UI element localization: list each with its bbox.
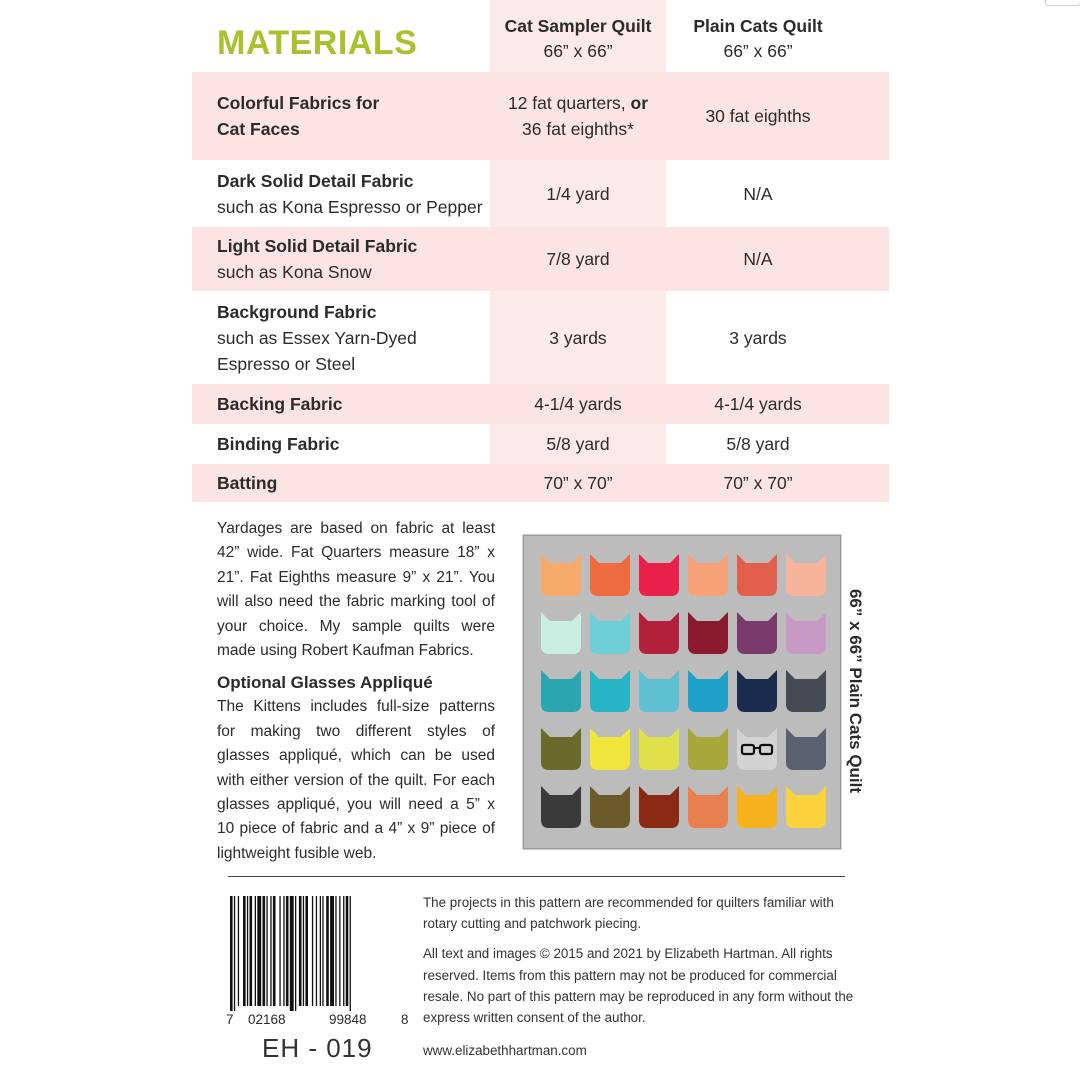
row-value-plain: 30 fat eighths [705,106,811,126]
row-value-sampler: 70” x 70” [543,473,613,493]
row-sublabel: such as Essex Yarn-Dyed [217,327,417,348]
row-value-plain: N/A [743,183,773,204]
sku-code: EH - 019 [262,1033,373,1063]
quilt-cats-grid [524,536,840,848]
row-label: Backing Fabric [217,394,343,414]
barcode-bar [283,896,284,1006]
cat-face [639,612,679,654]
table-row [192,424,889,464]
yardage-note: Yardages are based on fabric at least 42” wide. Fat Quarters measure 18” x 21”. Fat Eighths measure 9” x 21”. You will also need the fabric marking tool of your choice. My sample quilts were made using Robert Kaufman Fabrics. [217,520,495,660]
row-value-sampler: 4-1/4 yards [534,394,622,414]
cat-face [541,554,581,596]
pattern-back-cover: MATERIALS Cat Sampler Quilt 66” x 66” Plain Cats Quilt 66” x 66” Colorful Fabrics for Cat Faces 12 fat quarters, or 36 fat eighths* 30 fat eighths Dark Solid Detail Fabric such as Kona Espresso or Pepper 1/4 yard N/A Light Solid Detail Fabric such as Kona Snow 7/8 yard N/A Background Fabric such as Essex Yarn-Dyed Espresso or Steel 3 yards 3 yards Backing Fabric 4-1/4 yards 4-1/4 yards Binding Fabric 5/8 yard 5/8 yard Batting 70” x 70” 70” x 70” Yardages are based on fabric at least 42” wide. Fat Quarters measure 18” x 21”. Fat Eighths measure 9” x 21”. You will also need the fabric marking tool of your choice. My sample quilts were made using Robert Kaufman Fabrics. Optional Glasses Appliqué The Kittens includes full-size patterns for making two different styles of glasses appliqué, which can be used with either version of the quilt. For each glasses appliqué, you will need a 5” x 10 piece of fabric and a 4” x 9” piece of lightweight fusible web. 66” x 66” Plain Cats Quilt 7 02168 99848 8 EH - 019 The projects in this pattern are recommended for quilters familiar with rotary cutting and patchwork piecing. All text and images © 2015 and 2021 by Elizabeth Hartman. All rights reserved. Items from this pattern may not be produced for commercial resale. No part of this pattern may be reproduced in any form without the express written consent of the author. www.elizabethhartman.com [0,0,1080,1080]
glasses-note: The Kittens includes full-size patterns for making two different styles of glasses appliqué, which can be used with either version of the quilt. For each glasses appliqué, you will need a 5” x 10 piece of fabric and a 4” x 9” piece of lightweight fusible web. [217,698,495,862]
row-value-sampler: 5/8 yard [546,434,610,454]
cat-face [541,612,581,654]
table-row [192,72,889,160]
materials-title: MATERIALS [217,24,418,62]
corner-tab [1045,0,1080,6]
cat-face [688,728,728,770]
cat-face [737,670,777,712]
barcode-bar [339,896,340,1006]
row-value-sampler: 7/8 yard [546,249,610,269]
barcode-bar [263,896,266,1006]
table-row [192,291,889,384]
cat-face [737,786,777,828]
table-row [192,160,889,227]
website-link[interactable]: www.elizabethhartman.com [423,1043,587,1058]
row-value-sampler: 1/4 yard [546,183,610,204]
table-row [192,227,889,291]
footer-text [423,892,858,1037]
cat-face [639,670,679,712]
description [217,517,495,866]
cat-face [688,612,728,654]
cat-face [541,670,581,712]
footer-divider [228,876,845,877]
row-label: Background Fabric [217,301,377,322]
cat-face [541,786,581,828]
cat-face [639,728,679,770]
row-value-sampler: 3 yards [549,327,607,348]
barcode-digits: 7 02168 99848 8 [226,1012,409,1027]
row-value-plain: 5/8 yard [726,434,790,454]
column-header-sampler: Cat Sampler Quilt 66” x 66” [504,16,652,61]
row-label-cont: Cat Faces [217,119,300,139]
cat-face [737,554,777,596]
barcode-bar [312,896,313,1006]
row-label: Light Solid Detail Fabric [217,236,418,256]
cat-face [786,728,826,770]
copyright-note: All text and images © 2015 and 2021 by Elizabeth Hartman. All rights reserved. Items from this pattern may not be produced for commercial resale. No part of this pattern may be reproduced in any form without the express written consent of the author. [423,946,854,1026]
table-row [192,384,889,424]
barcode-bar [266,896,267,1006]
table-header [192,0,889,72]
cat-face [786,612,826,654]
row-label: Dark Solid Detail Fabric [217,170,414,191]
cat-face [541,728,581,770]
cat-face [786,554,826,596]
row-sublabel: such as Kona Snow [217,262,372,282]
barcode-bar [320,896,321,1006]
materials-table [192,0,889,502]
cat-face [590,554,630,596]
column-header-plain: Plain Cats Quilt 66” x 66” [693,16,823,61]
cat-face [639,786,679,828]
row-label: Binding Fabric [217,434,340,454]
barcode-bar [303,896,304,1006]
barcode-bar [286,896,289,1006]
cat-face [688,554,728,596]
row-label: Colorful Fabrics for [217,93,380,113]
barcode-bar [250,896,253,1006]
cat-face [590,728,630,770]
row-value-plain: N/A [743,249,773,269]
barcode-bar [238,896,239,1006]
barcode-bar [230,896,233,1011]
row-value-plain: 3 yards [729,327,787,348]
cat-face [590,670,630,712]
row-label: Batting [217,473,278,493]
barcode-bar [330,896,334,1006]
cat-face [688,670,728,712]
barcode-bar [326,896,329,1006]
barcode-bar [290,896,294,1011]
row-value-plain: 4-1/4 yards [714,394,802,414]
glasses-heading: Optional Glasses Appliqué [217,673,433,693]
barcode-bar [243,896,246,1006]
cat-face [639,554,679,596]
barcode-bar [257,896,261,1006]
barcode-bar [305,896,308,1006]
barcode-bar [247,896,248,1006]
barcode-bar [335,896,336,1006]
row-value-plain: 70” x 70” [723,473,793,493]
cat-face [590,612,630,654]
barcode-bar [295,896,296,1011]
barcode-bar [279,896,280,1006]
row-value-sampler: 12 fat quarters, or 36 fat eighths* [507,93,649,139]
barcode-bar [322,896,323,1006]
barcode-bar [273,896,276,1006]
barcode-bar [343,896,344,1006]
row-sublabel-cont: Espresso or Steel [217,353,356,374]
cat-face [737,612,777,654]
audience-note: The projects in this pattern are recommended for quilters familiar with rotary cutting and patchwork piecing. [423,895,834,932]
cat-face [688,786,728,828]
barcode-bar [316,896,317,1006]
barcode-bar [299,896,302,1006]
cat-face [786,670,826,712]
barcode-bar [346,896,349,1006]
barcode [230,896,406,1011]
barcode-bar [234,896,235,1011]
cat-face [786,786,826,828]
barcode-bar [270,896,271,1006]
barcode-bar [350,896,351,1011]
quilt-image [523,535,841,849]
barcode-bar [255,896,256,1006]
row-sublabel: such as Kona Espresso or Pepper [217,196,483,217]
table-row [192,464,889,502]
cat-face [590,786,630,828]
